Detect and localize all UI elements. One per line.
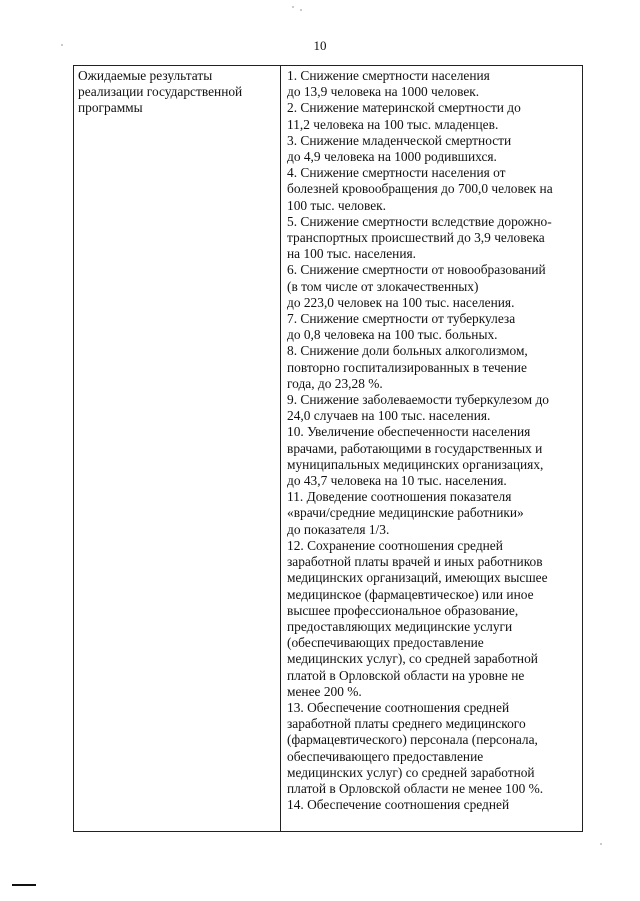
result-line: до показателя 1/3. — [287, 521, 390, 537]
result-line: муниципальных медицинских организациях, — [287, 456, 544, 472]
result-line: 6. Снижение смертности от новообразований — [287, 262, 546, 278]
result-line: 13. Обеспечение соотношения средней — [287, 699, 510, 715]
result-line: до 223,0 человек на 100 тыс. населения. — [287, 294, 515, 310]
result-line: 5. Снижение смертности вследствие дорожно- — [287, 213, 552, 229]
result-line: до 13,9 человека на 1000 человек. — [287, 84, 480, 100]
page-number: 10 — [313, 38, 327, 53]
result-line: медицинских услуг), со средней заработной — [287, 651, 538, 667]
result-line: транспортных происшествий до 3,9 человека — [287, 230, 545, 246]
scan-speck — [600, 843, 602, 845]
result-line: медицинских услуг) со средней заработной — [287, 764, 535, 780]
result-line: (обеспечивающих предоставление — [287, 635, 484, 651]
table-content-cell — [281, 66, 582, 831]
result-line: 2. Снижение материнской смертности до — [287, 100, 521, 116]
result-line: 11,2 человека на 100 тыс. младенцев. — [287, 116, 499, 132]
result-line: 12. Сохранение соотношения средней — [287, 537, 503, 553]
result-line: 9. Снижение заболеваемости туберкулезом до — [287, 392, 549, 408]
result-line: платой в Орловской области не менее 100 %. — [287, 780, 544, 796]
result-line: (фармацевтического) персонала (персонала, — [287, 732, 538, 748]
result-line: до 43,7 человека на 10 тыс. населения. — [287, 473, 507, 489]
result-line: 24,0 случаев на 100 тыс. населения. — [287, 408, 491, 424]
result-line: до 4,9 человека на 1000 родившихся. — [287, 149, 497, 165]
result-line: обеспечивающего предоставление — [287, 748, 484, 764]
result-line: «врачи/средние медицинские работники» — [287, 505, 524, 521]
result-line: платой в Орловской области на уровне не — [287, 667, 525, 683]
result-line: 3. Снижение младенческой смертности — [287, 132, 512, 148]
result-line: болезней кровообращения до 700,0 человек на — [287, 181, 553, 197]
label-line: программы — [78, 100, 143, 116]
result-line: 1. Снижение смертности населения — [287, 68, 490, 83]
result-line: года, до 23,28 %. — [287, 375, 383, 391]
table-label-cell — [74, 66, 281, 831]
result-line: 7. Снижение смертности от туберкулеза — [287, 311, 516, 327]
result-line: заработной платы среднего медицинского — [287, 716, 526, 732]
result-line: 4. Снижение смертности населения от — [287, 165, 506, 181]
result-line: (в том числе от злокачественных) — [287, 278, 479, 294]
result-line: 14. Обеспечение соотношения средней — [287, 797, 510, 813]
result-line: 11. Доведение соотношения показателя — [287, 489, 512, 505]
scan-margin-mark — [12, 884, 36, 886]
result-line: на 100 тыс. населения. — [287, 246, 417, 262]
result-line: 10. Увеличение обеспеченности населения — [287, 424, 531, 440]
label-line: Ожидаемые результаты — [78, 68, 213, 83]
result-line: менее 200 %. — [287, 683, 362, 699]
result-line: врачами, работающими в государственных и — [287, 440, 543, 456]
result-line: медицинских организаций, имеющих высшее — [287, 570, 548, 586]
result-line: повторно госпитализированных в течение — [287, 359, 527, 375]
result-line: медицинское (фармацевтическое) или иное — [287, 586, 534, 602]
result-line: 8. Снижение доли больных алкоголизмом, — [287, 343, 528, 359]
result-line: 100 тыс. человек. — [287, 197, 387, 213]
scan-speck — [61, 44, 63, 46]
result-line: высшее профессиональное образование, — [287, 602, 519, 618]
label-line: реализации государственной — [78, 84, 243, 100]
result-line: предоставляющих медицинские услуги — [287, 618, 513, 634]
scan-speck — [292, 6, 294, 8]
result-line: заработной платы врачей и иных работников — [287, 554, 543, 570]
scan-speck — [300, 9, 302, 11]
result-line: до 0,8 человека на 100 тыс. больных. — [287, 327, 498, 343]
results-table — [73, 65, 583, 832]
